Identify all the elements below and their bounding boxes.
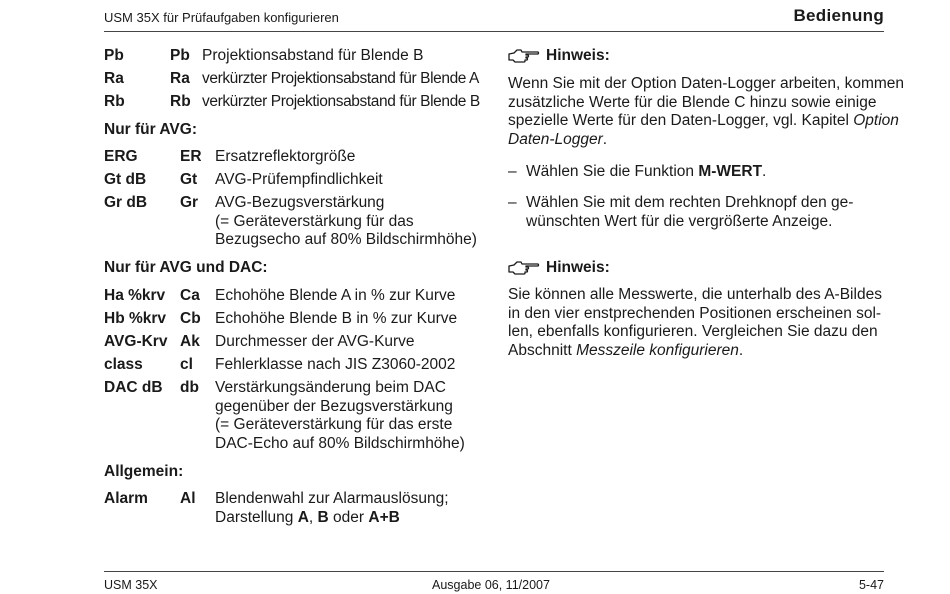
param-name: Hb %krv <box>104 310 167 327</box>
param-abbrev: Gr <box>180 194 199 211</box>
param-desc: Ersatzreflektorgröße <box>215 148 356 165</box>
param-abbrev: Ca <box>180 287 200 304</box>
param-abbrev: ER <box>180 148 202 165</box>
param-desc: Echohöhe Blende A in % zur Kurve <box>215 287 456 304</box>
param-desc: Projektionsabstand für Blende B <box>202 47 424 64</box>
param-desc: verkürzter Projektionsabstand für Blende B <box>202 93 480 110</box>
section-ref: Messzeile konfigurieren <box>576 341 739 359</box>
param-name: class <box>104 356 143 373</box>
param-desc: AVG-Prüfempfindlichkeit <box>215 171 383 188</box>
param-name: DAC dB <box>104 379 163 396</box>
option-a: A <box>297 508 309 526</box>
param-abbrev: Pb <box>170 47 190 64</box>
param-abbrev: Ak <box>180 333 200 350</box>
param-name: Rb <box>104 93 125 110</box>
hint-label: Hinweis: <box>546 259 610 276</box>
param-desc: verkürzter Projektionsabstand für Blende A <box>202 70 479 87</box>
param-name: Ha %krv <box>104 287 166 304</box>
hint-heading-2 <box>508 259 610 277</box>
list-dash: – <box>508 163 517 180</box>
step-select-function <box>526 163 766 182</box>
note-data-logger <box>508 75 904 149</box>
page-number: 5-47 <box>858 578 884 592</box>
chapter-ref: Daten-Logger <box>508 130 603 148</box>
param-desc: Verstärkungsänderung beim DAC gegenüber der Bezugsverstärkung (= Geräteverstärkung für das erste DAC-Echo auf 80% Bildschirmhöhe) <box>215 379 465 452</box>
param-desc: Fehlerklasse nach JIS Z3060-2002 <box>215 356 456 373</box>
param-name: AVG-Krv <box>104 333 168 350</box>
text-run: Wenn Sie mit der Option Daten-Logger arbeiten, kommen zusätzliche Werte für die Blende C hinzu sowie einige spezielle Werte für den Daten-Logger, vgl. Kapitel <box>508 75 905 129</box>
option-b: B <box>317 508 329 526</box>
list-dash: – <box>508 194 517 211</box>
param-name: Gt dB <box>104 171 147 188</box>
text-run: . <box>738 341 744 359</box>
text-run: oder <box>328 508 369 526</box>
hint-heading <box>508 47 610 65</box>
pointing-hand-icon <box>508 48 540 64</box>
param-desc: AVG-Bezugsverstärkung (= Geräteverstärkung für das Bezugsecho auf 80% Bildschirmhöhe) <box>215 194 477 248</box>
section-heading-avg-dac: Nur für AVG und DAC: <box>104 259 268 276</box>
text-run: . <box>762 163 767 180</box>
footer-rule <box>104 571 884 572</box>
param-abbrev: Gt <box>180 171 198 188</box>
text-run: Darstellung <box>215 508 298 526</box>
text-run: . <box>602 130 608 148</box>
hint-label: Hinweis: <box>546 47 610 64</box>
option-ab: A+B <box>368 508 400 526</box>
param-abbrev: db <box>180 379 199 396</box>
param-abbrev: cl <box>180 356 193 373</box>
pointing-hand-icon <box>508 260 540 276</box>
param-abbrev: Ra <box>170 70 190 87</box>
param-name: Alarm <box>104 490 148 507</box>
alarm-desc-line1: Blendenwahl zur Alarmauslösung; <box>215 490 449 507</box>
running-header-section: Bedienung <box>793 6 884 25</box>
text-run: , <box>308 508 318 526</box>
function-name: M-WERT <box>698 163 763 180</box>
param-abbrev: Cb <box>180 310 201 327</box>
running-header-title: USM 35X für Prüfaufgaben konfigurieren <box>104 10 339 25</box>
text-run: Wählen Sie die Funktion <box>526 163 699 180</box>
section-heading-general: Allgemein: <box>104 463 184 480</box>
chapter-ref: Option <box>853 112 899 129</box>
param-name: Gr dB <box>104 194 148 211</box>
param-name: Ra <box>104 70 124 87</box>
section-heading-avg: Nur für AVG: <box>104 121 197 138</box>
footer-device: USM 35X <box>104 578 158 592</box>
header-rule <box>104 31 884 32</box>
footer-edition: Ausgabe 06, 11/2007 <box>432 578 550 592</box>
param-name: Pb <box>104 47 124 64</box>
param-abbrev: Al <box>180 490 196 507</box>
param-desc <box>215 490 449 527</box>
alarm-desc-line2 <box>215 509 400 526</box>
param-desc: Echohöhe Blende B in % zur Kurve <box>215 310 458 327</box>
text-run: Sie können alle Messwerte, die unterhalb des A-Bildes in den vier enstprechenden Positionen erscheinen sol- len, ebenfalls konfigurieren. Vergleichen Sie dazu den Abschnitt <box>508 286 882 359</box>
param-abbrev: Rb <box>170 93 191 110</box>
note-measurement-line <box>508 286 882 360</box>
step-select-value: Wählen Sie mit dem rechten Drehknopf den ge- wünschten Wert für die vergrößerte Anzeige. <box>526 194 854 230</box>
param-name: ERG <box>104 148 138 165</box>
param-desc: Durchmesser der AVG-Kurve <box>215 333 415 350</box>
